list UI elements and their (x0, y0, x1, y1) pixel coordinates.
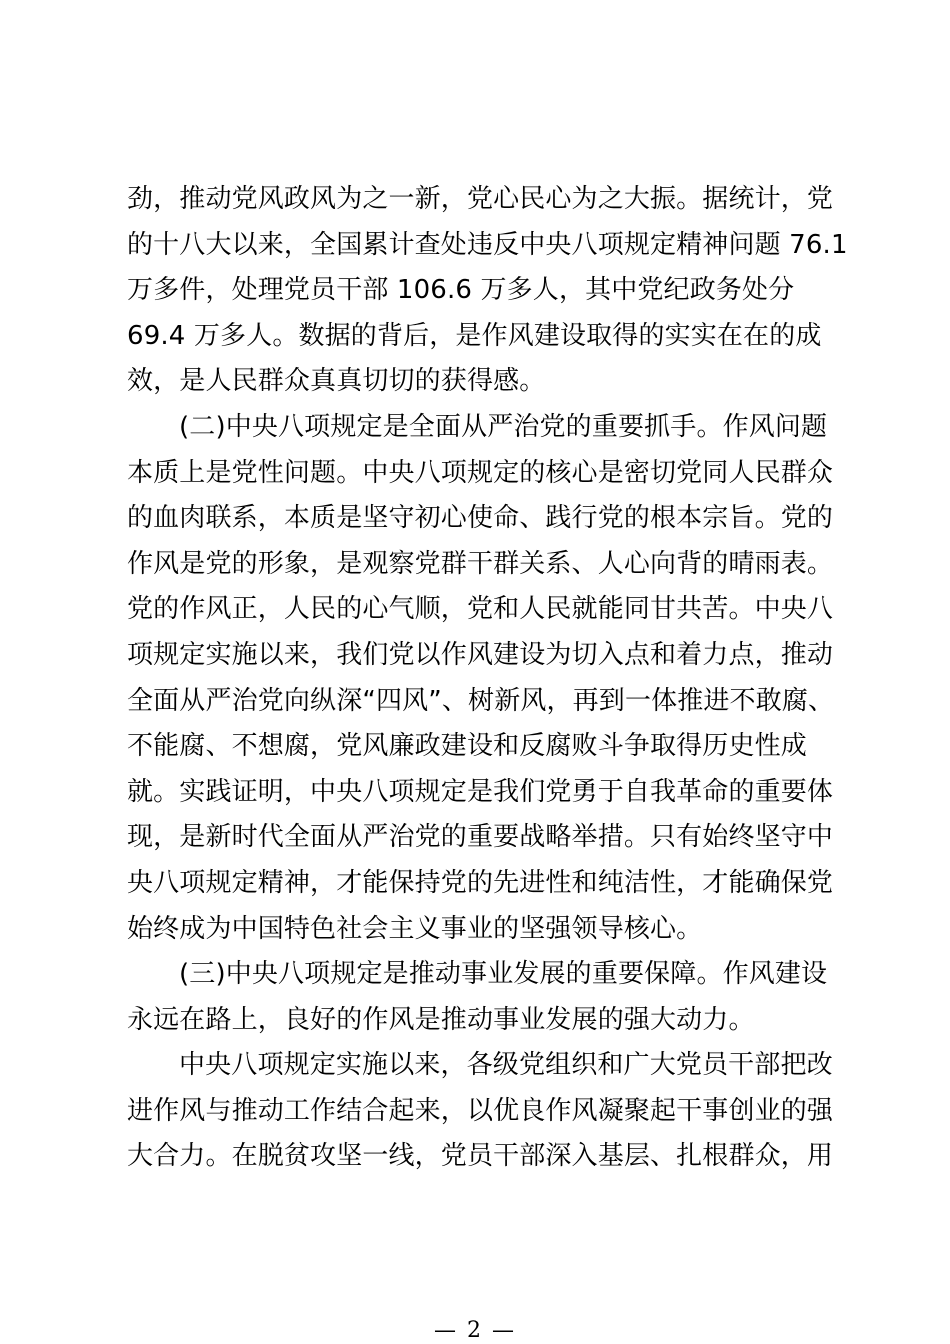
text-line: 就。实践证明，中央八项规定是我们党勇于自我革命的重要体 (127, 776, 834, 807)
text-line: 永远在路上，良好的作风是推动事业发展的强大动力。 (127, 1004, 755, 1035)
text-line: 万多件，处理党员干部 106.6 万多人，其中党纪政务处分 (127, 275, 795, 306)
text-line: 项规定实施以来，我们党以作风建设为切入点和着力点，推动 (127, 639, 834, 670)
text-line: 劲，推动党风政风为之一新，党心民心为之大振。据统计，党 (127, 184, 834, 214)
text-line: 效，是人民群众真真切切的获得感。 (127, 366, 546, 397)
text-line: 央八项规定精神，才能保持党的先进性和纯洁性，才能确保党 (127, 867, 834, 898)
paragraph-start-line: 中央八项规定实施以来，各级党组织和广大党员干部把改 (179, 1050, 833, 1081)
text-line: 的血肉联系，本质是坚守初心使命、践行党的根本宗旨。党的 (127, 503, 834, 534)
text-line: 全面从严治党向纵深“四风”、树新风，再到一体推进不敢腐、 (127, 685, 835, 716)
text-line: 69.4 万多人。数据的背后，是作风建设取得的实实在在的成 (127, 320, 822, 351)
text-line: 作风是党的形象，是观察党群干群关系、人心向背的晴雨表。 (127, 548, 834, 579)
text-line: 党的作风正，人民的心气顺，党和人民就能同甘共苦。中央八 (127, 594, 834, 625)
text-line: 现，是新时代全面从严治党的重要战略举措。只有始终坚守中 (127, 822, 834, 853)
body-text (127, 177, 848, 1180)
section-heading-line: (三)中央八项规定是推动事业发展的重要保障。作风建设 (179, 959, 828, 990)
section-heading-line: (二)中央八项规定是全面从严治党的重要抓手。作风问题 (179, 411, 828, 442)
page-number: — 2 — (434, 1318, 516, 1343)
text-line: 大合力。在脱贫攻坚一线，党员干部深入基层、扎根群众，用 (127, 1141, 834, 1172)
text-line: 不能腐、不想腐，党风廉政建设和反腐败斗争取得历史性成 (127, 731, 807, 762)
text-line: 本质上是党性问题。中央八项规定的核心是密切党同人民群众 (127, 457, 834, 488)
text-line: 的十八大以来，全国累计查处违反中央八项规定精神问题 76.1 (127, 229, 848, 260)
text-line: 进作风与推动工作结合起来，以优良作风凝聚起干事创业的强 (127, 1095, 834, 1126)
text-line: 始终成为中国特色社会主义事业的坚强领导核心。 (127, 913, 703, 944)
